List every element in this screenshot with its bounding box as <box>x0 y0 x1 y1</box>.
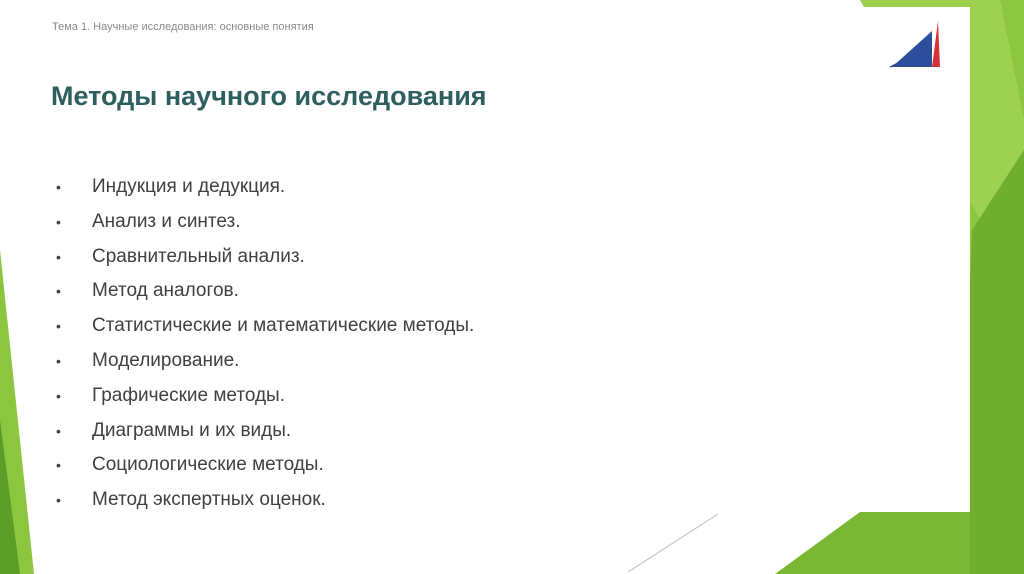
logo-icon <box>888 15 944 71</box>
list-item-text: Анализ и синтез. <box>92 210 241 232</box>
list-item-text: Статистические и математические методы. <box>92 315 475 337</box>
bullet-icon: • <box>56 492 61 509</box>
bullet-icon: • <box>56 248 61 265</box>
bullet-icon: • <box>56 318 61 335</box>
list-item <box>52 414 474 449</box>
list-item <box>52 448 474 483</box>
list-item <box>52 274 474 309</box>
slide-content <box>28 7 970 512</box>
list-item <box>52 483 474 518</box>
list-item-text: Индукция и дедукция. <box>92 176 286 197</box>
bullet-icon: • <box>56 213 61 230</box>
list-item-text: Метод экспертных оценок. <box>92 489 326 511</box>
bullet-icon: • <box>56 352 61 369</box>
list-item <box>52 240 474 275</box>
bullet-icon: • <box>56 422 61 439</box>
bullet-icon: • <box>56 387 61 404</box>
list-item <box>52 205 474 240</box>
bullet-icon: • <box>56 179 61 195</box>
list-item <box>52 344 474 379</box>
methods-list <box>52 170 474 518</box>
slide-title: Методы научного исследования <box>51 81 487 111</box>
list-item <box>52 170 474 205</box>
list-item-text: Метод аналогов. <box>92 280 239 302</box>
bullet-icon: • <box>56 457 61 474</box>
list-item-text: Сравнительный анализ. <box>92 245 305 267</box>
slide-topic: Тема 1. Научные исследования: основные понятия <box>52 21 314 33</box>
list-item-text: Моделирование. <box>92 349 240 371</box>
list-item <box>52 309 474 344</box>
list-item-text: Диаграммы и их виды. <box>92 419 292 441</box>
list-item-text: Социологические методы. <box>92 454 324 476</box>
bullet-icon: • <box>56 283 61 300</box>
list-item <box>52 379 474 414</box>
list-item-text: Графические методы. <box>92 384 285 406</box>
